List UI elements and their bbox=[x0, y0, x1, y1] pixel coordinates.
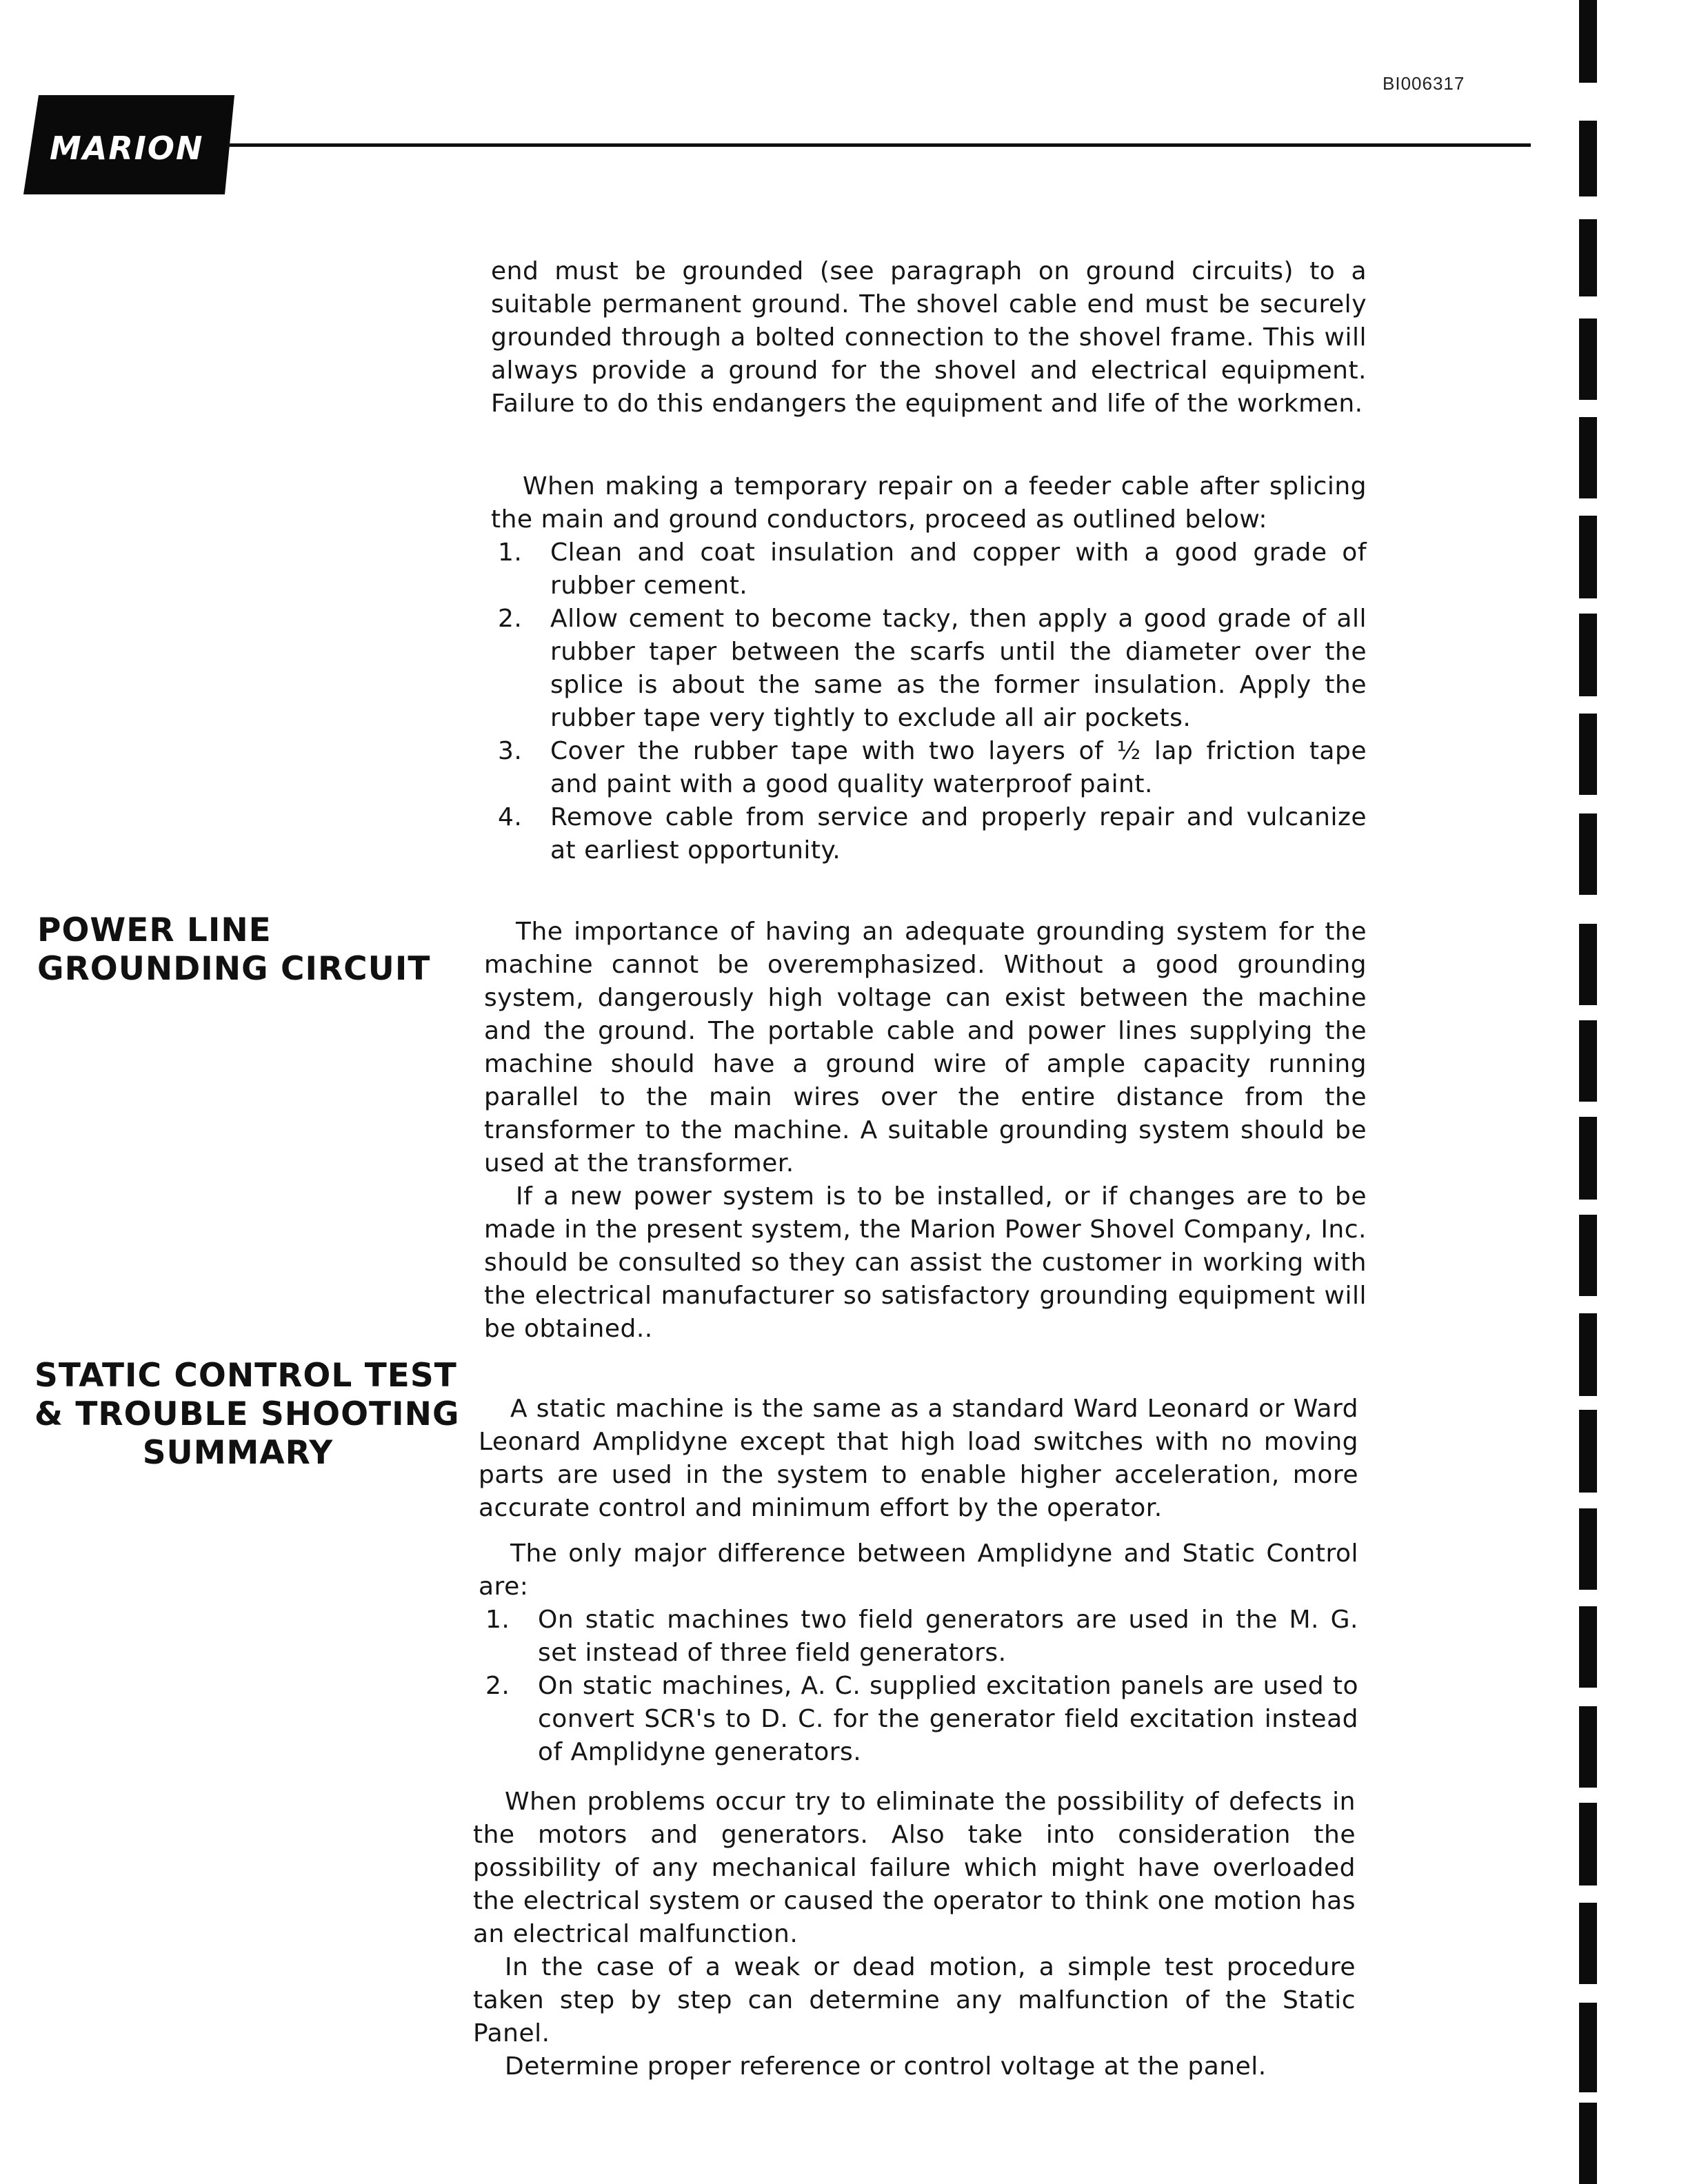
marion-logo bbox=[23, 94, 237, 196]
section3-heading: STATIC CONTROL TEST & TROUBLE SHOOTING SUMMARY bbox=[34, 1357, 460, 1472]
list-item: 2. Allow cement to become tacky, then apply a good grade of all rubber taper between the scarfs until the diameter over the splice is about the same as the former insulation. Apply the rubber tape very tightly to exclude all air pockets. bbox=[498, 605, 1367, 732]
section2-heading: POWER LINE GROUNDING CIRCUIT bbox=[37, 911, 431, 988]
section3-para1: A static machine is the same as a standard Ward Leonard or Ward Leonard Amplidyne except that high load switches with no moving parts are used in the system to enable higher acceleration, more accurate control and minimum effort by the operator. bbox=[479, 1395, 1358, 1522]
section3-para5: Determine proper reference or control voltage at the panel. bbox=[505, 2052, 1267, 2081]
section1-para2: When making a temporary repair on a feeder cable after splicing the main and ground conductors, proceed as outlined below: bbox=[491, 472, 1367, 534]
section3-steps bbox=[479, 1604, 1358, 1769]
document-id: BI006317 bbox=[1383, 73, 1465, 94]
section3-para3: When problems occur try to eliminate the possibility of defects in the motors and generators. Also take into consideration the possibility of any mechanical failure which might have overloaded the electrical system or caused the operator to think one motion has an electrical malfunction. bbox=[473, 1788, 1356, 1948]
list-item: 1. On static machines two field generators are used in the M. G. set instead of three field generators. bbox=[485, 1606, 1358, 1667]
header-rule bbox=[228, 143, 1531, 147]
list-item: 4. Remove cable from service and properly repair and vulcanize at earliest opportunity. bbox=[498, 803, 1367, 865]
section1-para1: end must be grounded (see paragraph on ground circuits) to a suitable permanent ground. The shovel cable end must be securely grounded through a bolted connection to the shovel frame. This will always provide a ground for the shovel and electrical equipment. Failure to do this endangers the equipment and life of the workmen. bbox=[491, 257, 1367, 418]
section3-para4: In the case of a weak or dead motion, a simple test procedure taken step by step can determine any malfunction of the Static Panel. bbox=[473, 1953, 1356, 2048]
section2-para2: If a new power system is to be installed, or if changes are to be made in the present system, the Marion Power Shovel Company, Inc. should be consulted so they can assist the customer in working with the electrical manufacturer so satisfactory grounding equipment will be obtained.. bbox=[484, 1182, 1367, 1343]
section1-steps bbox=[491, 536, 1367, 867]
list-item: 2. On static machines, A. C. supplied excitation panels are used to convert SCR's to D. C. for the generator field excitation instead of Amplidyne generators. bbox=[485, 1672, 1358, 1766]
list-item: 3. Cover the rubber tape with two layers of ½ lap friction tape and paint with a good quality waterproof paint. bbox=[498, 737, 1367, 798]
section2-para1: The importance of having an adequate grounding system for the machine cannot be overemphasized. Without a good grounding system, dangerously high voltage can exist between the machine and the ground. The portable cable and power lines supplying the machine should have a ground wire of ample capacity running parallel to the main wires over the entire distance from the transformer to the machine. A suitable grounding system should be used at the transformer. bbox=[484, 918, 1367, 1177]
marion-logo-text: MARION bbox=[50, 130, 204, 167]
section3-para2: The only major difference between Amplidyne and Static Control are: bbox=[479, 1539, 1358, 1601]
scan-margin-marks bbox=[1579, 0, 1607, 2184]
list-item: 1. Clean and coat insulation and copper with a good grade of rubber cement. bbox=[498, 538, 1367, 600]
